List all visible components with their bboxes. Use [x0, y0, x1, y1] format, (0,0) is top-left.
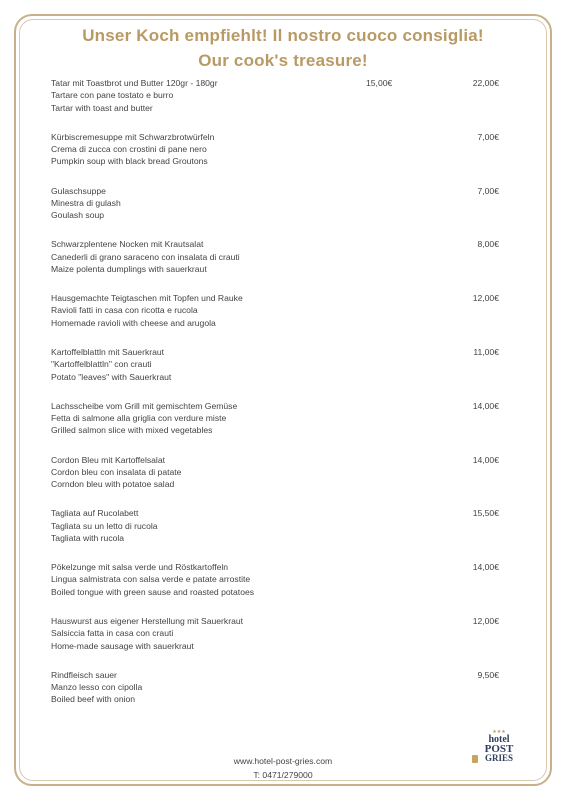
item-name-de: Kartoffelblattln mit Sauerkraut — [51, 346, 165, 357]
item-name-en: Home-made sausage with sauerkraut — [51, 640, 194, 651]
item-name-en: Potato "leaves" with Sauerkraut — [51, 371, 172, 382]
item-name-en: Tartar with toast and butter — [51, 102, 153, 113]
menu-item — [51, 669, 511, 723]
item-name-de: Hausgemachte Teigtaschen mit Topfen und Rauke — [51, 293, 243, 304]
item-name-en: Maize polenta dumplings with sauerkraut — [51, 263, 207, 274]
item-name-it: Tagliata su un letto di rucola — [51, 520, 158, 531]
item-price: 14,00€ — [472, 562, 499, 573]
menu-item — [51, 507, 511, 561]
item-name-it: Manzo lesso con cipolla — [51, 682, 143, 693]
item-name-it: Fetta di salmone alla griglia con verdure miste — [51, 413, 227, 424]
menu-item — [51, 77, 511, 131]
item-price: 12,00€ — [472, 615, 499, 626]
item-name-de: Schwarzplentene Nocken mit Krautsalat — [51, 239, 204, 250]
item-name-it: Ravioli fatti in casa con ricotta e rucola — [51, 305, 198, 316]
item-price-small: 15,00€ — [366, 78, 393, 88]
item-name-it: Canederli di grano saraceno con insalata di crauti — [51, 251, 240, 262]
item-name-it: Cordon bleu con insalata di patate — [51, 466, 182, 477]
menu-items — [51, 77, 511, 723]
item-name-de: Tagliata auf Rucolabett — [51, 508, 139, 519]
item-name-it: "Kartoffelblattln" con crauti — [51, 359, 152, 370]
item-price: 22,00€ — [472, 78, 499, 88]
website-link[interactable]: www.hotel-post-gries.com — [233, 756, 333, 766]
menu-item — [51, 561, 511, 615]
menu-item — [51, 238, 511, 292]
menu-item — [51, 185, 511, 239]
menu-item — [51, 346, 511, 400]
menu-item — [51, 400, 511, 454]
item-name-en: Boiled tongue with green sause and roasted potatoes — [51, 586, 255, 597]
item-price: 14,00€ — [472, 454, 499, 465]
item-name-de: Kürbiscremesuppe mit Schwarzbrotwürfeln — [51, 131, 215, 142]
item-price: 12,00€ — [472, 293, 499, 304]
item-name-en: Tagliata with rucola — [51, 532, 125, 543]
item-price: 8,00€ — [477, 239, 499, 250]
item-name-de: Rindfleisch sauer — [51, 669, 117, 680]
item-name-en: Boiled beef with onion — [51, 694, 136, 705]
item-price: 9,50€ — [477, 669, 499, 680]
menu-item — [51, 615, 511, 669]
item-name-it: Crema di zucca con crostini di pane nero — [51, 144, 207, 155]
item-name-en: Homemade ravioli with cheese and arugola — [51, 317, 216, 328]
item-name-en: Goulash soup — [51, 210, 105, 221]
phone-number: T: 0471/279000 — [253, 770, 313, 780]
item-name-it: Minestra di gulash — [51, 197, 121, 208]
hotel-logo — [476, 730, 522, 772]
menu-item — [51, 292, 511, 346]
menu-item — [51, 454, 511, 508]
item-price: 14,00€ — [472, 400, 499, 411]
item-name-it: Lingua salmistrata con salsa verde e patate arrostite — [51, 574, 251, 585]
item-name-de: Cordon Bleu mit Kartoffelsalat — [51, 454, 166, 465]
item-price: 7,00€ — [477, 131, 499, 142]
logo-line3: GRIES — [484, 753, 513, 763]
logo-accent — [472, 755, 478, 763]
menu-title: Unser Koch empfiehlt! Il nostro cuoco consiglia! — [82, 26, 484, 45]
menu-item — [51, 131, 511, 185]
item-price: 15,50€ — [472, 508, 499, 519]
item-name-it: Salsiccia fatta in casa con crauti — [51, 628, 174, 639]
item-name-de: Lachsscheibe vom Grill mit gemischtem Gemüse — [51, 400, 238, 411]
item-name-it: Tartare con pane tostato e burro — [51, 90, 174, 101]
logo-stars: ★★★ — [492, 730, 506, 735]
item-name-de: Gulaschsuppe — [51, 185, 106, 196]
item-price: 7,00€ — [477, 185, 499, 196]
logo-line1: hotel — [488, 734, 510, 745]
item-price: 11,00€ — [473, 346, 499, 357]
item-name-en: Pumpkin soup with black bread Groutons — [51, 156, 208, 167]
item-name-en: Corndon bleu with potatoe salad — [51, 479, 175, 490]
item-name-de: Tatar mit Toastbrot und Butter 120gr - 180gr — [51, 78, 218, 88]
menu-subtitle: Our cook's treasure! — [198, 51, 368, 70]
logo-line2: POST — [484, 743, 514, 755]
item-name-de: Hauswurst aus eigener Herstellung mit Sauerkraut — [51, 615, 244, 626]
item-name-de: Pökelzunge mit salsa verde und Röstkartoffeln — [51, 562, 229, 573]
item-name-en: Grilled salmon slice with mixed vegetables — [51, 425, 213, 436]
